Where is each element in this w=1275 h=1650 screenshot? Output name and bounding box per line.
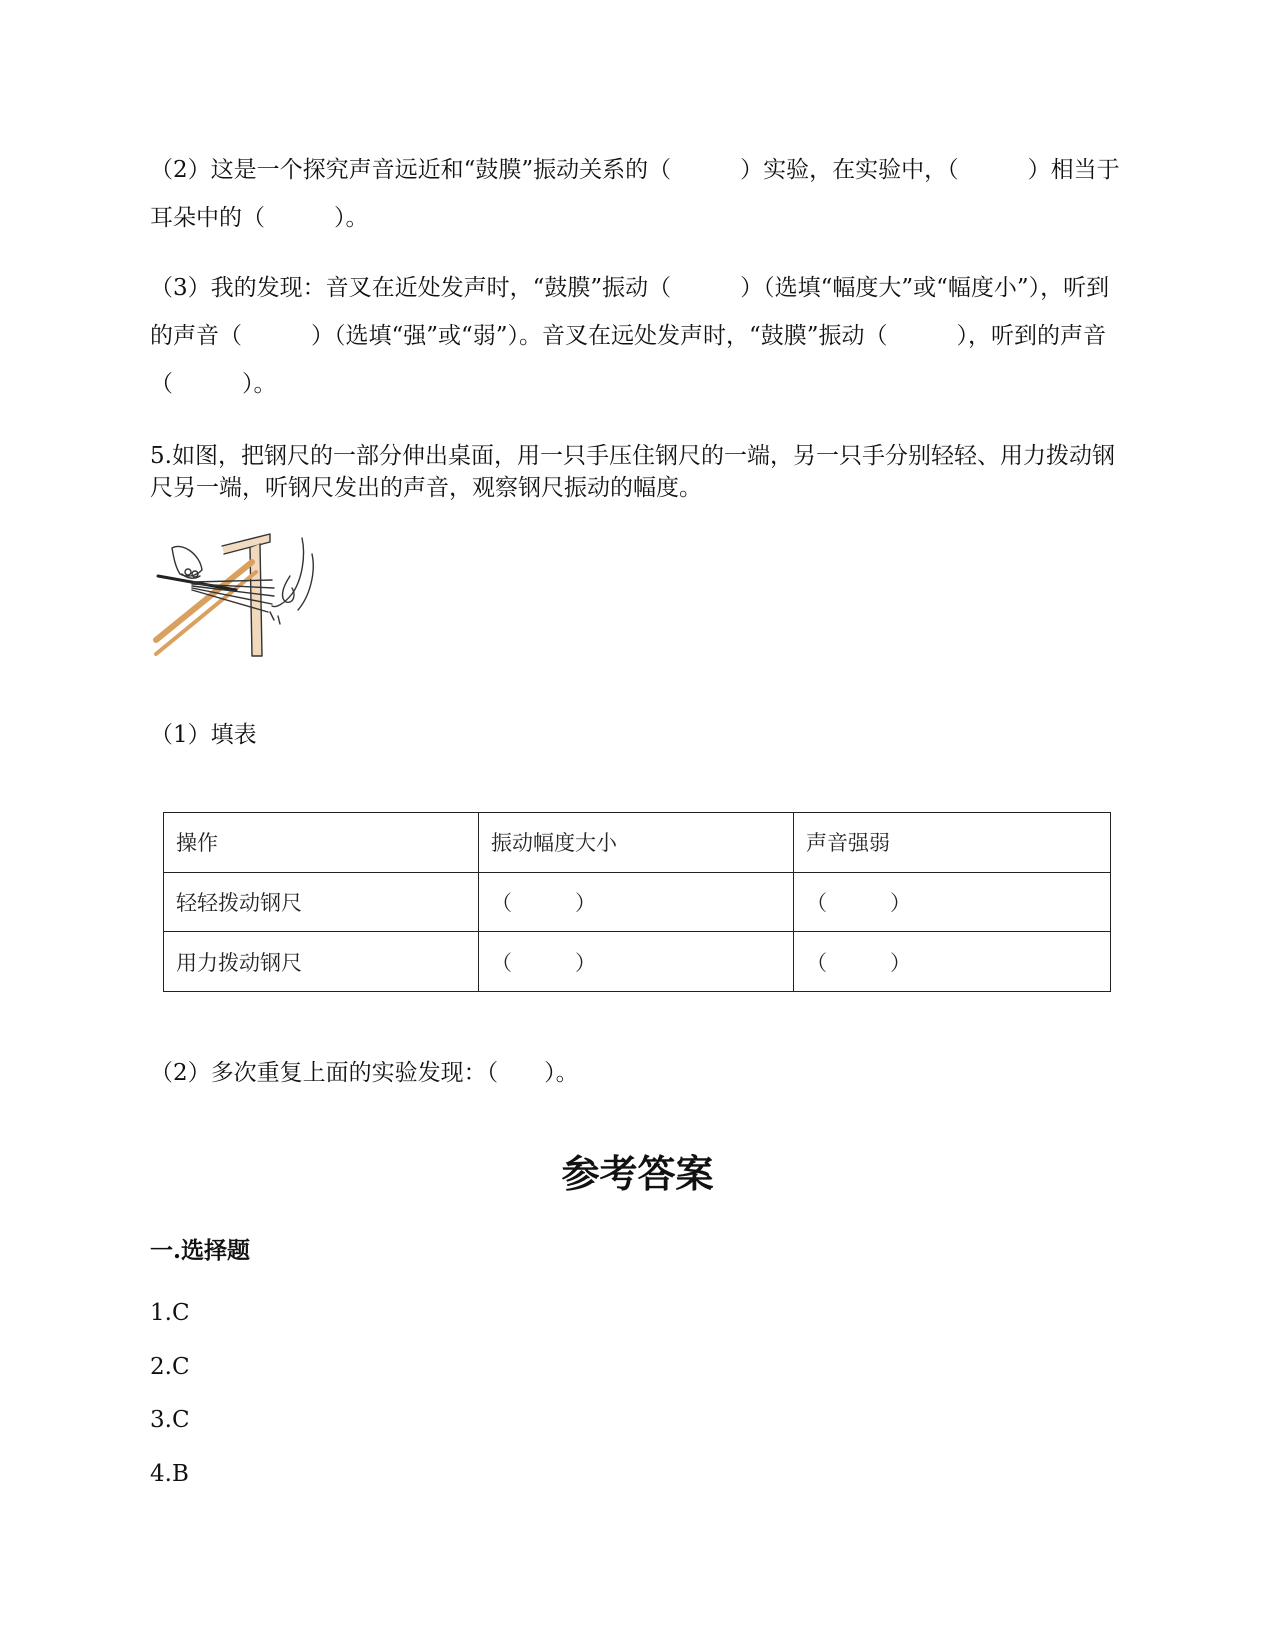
table-header-cell: 声音强弱 [794, 813, 1111, 873]
answer-item: 4.B [150, 1461, 189, 1487]
section-title: 一.选择题 [150, 1237, 251, 1264]
table-header-cell: 操作 [164, 813, 479, 873]
steel-ruler-illustration [152, 532, 320, 662]
table-header-row [164, 813, 1111, 873]
answer-blank: （ ） [794, 872, 1111, 932]
table-cell: 轻轻拨动钢尺 [164, 872, 479, 932]
answer-item: 1.C [150, 1300, 190, 1326]
fill-in-table [163, 812, 1111, 992]
question-3: （3）我的发现：音叉在近处发声时，“鼓膜”振动（ ）（选填“幅度大”或“幅度小”），听到的声音（ ）（选填“强”或“弱”）。音叉在远处发声时，“鼓膜”振动（ ），听到的声音（ ）。 [150, 275, 1110, 397]
question-5: 5.如图，把钢尺的一部分伸出桌面，用一只手压住钢尺的一端，另一只手分别轻轻、用力拨动钢尺另一端，听钢尺发出的声音，观察钢尺振动的幅度。 [150, 443, 1115, 501]
answer-blank: （ ） [794, 932, 1111, 992]
table-header-cell: 振动幅度大小 [479, 813, 794, 873]
question-2: （2）这是一个探究声音远近和“鼓膜”振动关系的（ ）实验，在实验中，（ ）相当于耳朵中的（ ）。 [150, 157, 1120, 231]
sub-question-1: （1）填表 [150, 722, 257, 748]
answer-blank: （ ） [479, 872, 794, 932]
answer-title: 参考答案 [561, 1151, 714, 1196]
sub-question-2: （2）多次重复上面的实验发现：（ ）。 [150, 1060, 579, 1086]
table-cell: 用力拨动钢尺 [164, 932, 479, 992]
answer-item: 3.C [150, 1407, 190, 1433]
answer-item: 2.C [150, 1354, 190, 1380]
answer-blank: （ ） [479, 932, 794, 992]
table-row [164, 872, 1111, 932]
table-row [164, 932, 1111, 992]
